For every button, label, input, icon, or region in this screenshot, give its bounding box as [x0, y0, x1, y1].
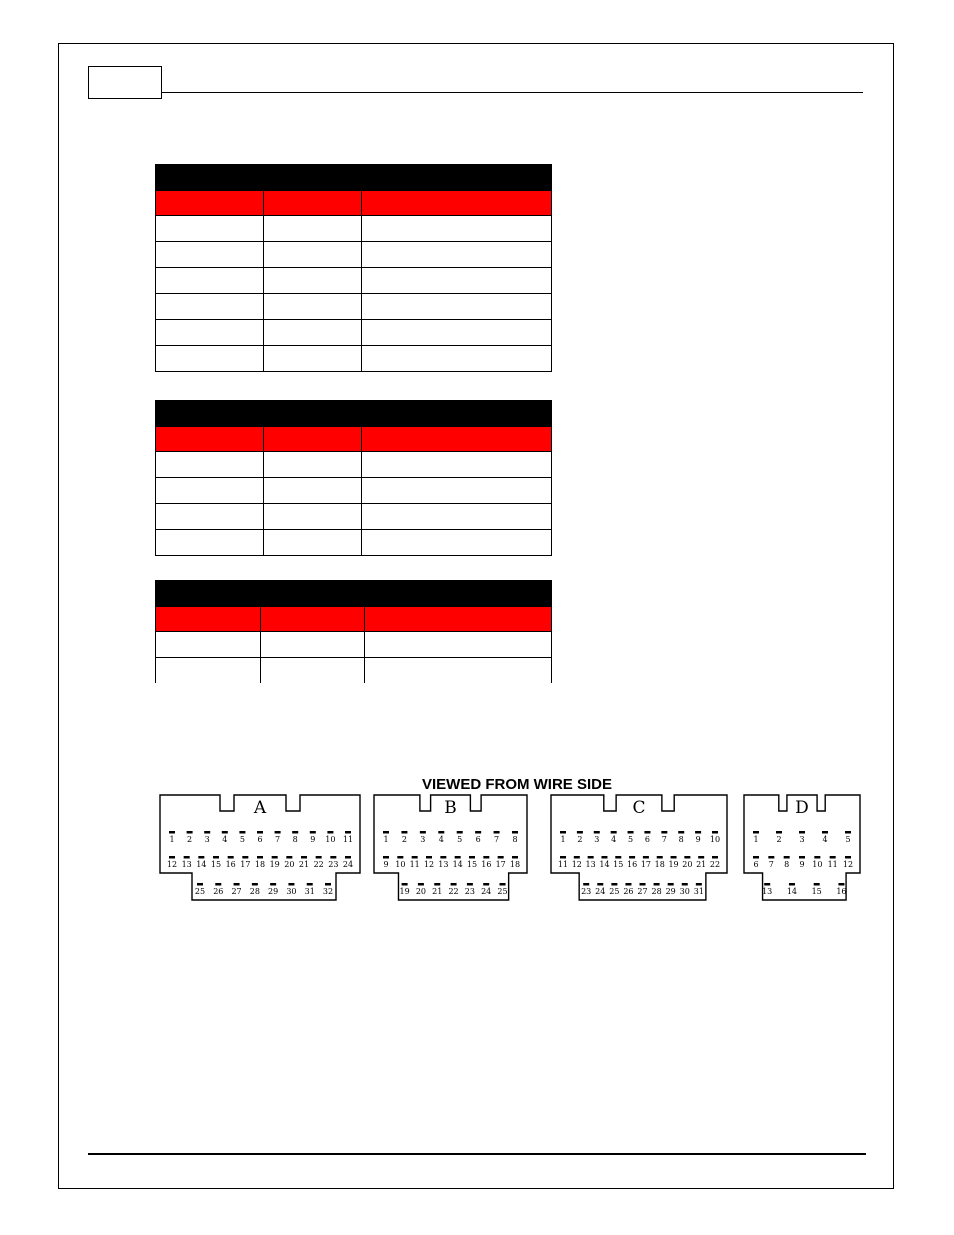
pin-number: 23	[464, 887, 475, 896]
pinout-table-3	[155, 580, 552, 683]
table-header-row	[156, 607, 552, 632]
pin-number: 21	[432, 887, 443, 896]
pin-number: 25	[609, 887, 620, 896]
pin-terminal	[661, 831, 667, 834]
header-rule	[162, 92, 863, 93]
pin-number: 7	[661, 835, 667, 844]
table-row	[156, 478, 552, 504]
pin-number: 9	[310, 835, 316, 844]
pin-number: 24	[595, 887, 606, 896]
pin-number: 19	[668, 860, 679, 869]
pin-terminal	[438, 831, 444, 834]
pin-number: 8	[512, 835, 518, 844]
pin-number: 11	[342, 835, 354, 844]
pin-terminal	[272, 856, 278, 859]
pin-terminal	[169, 831, 175, 834]
pin-terminal	[327, 831, 333, 834]
connector-b	[374, 795, 527, 900]
pin-number: 1	[169, 835, 175, 844]
pin-terminal	[611, 883, 617, 886]
pin-number: 15	[210, 860, 222, 869]
pin-number: 2	[187, 835, 193, 844]
pin-number: 17	[640, 860, 652, 869]
pin-number: 6	[644, 835, 650, 844]
pin-terminal	[234, 883, 240, 886]
pin-terminal	[307, 883, 313, 886]
pin-number: 17	[495, 860, 506, 869]
pin-number: 23	[581, 887, 592, 896]
pin-number: 27	[637, 887, 648, 896]
pin-terminal	[611, 831, 617, 834]
pin-number: 20	[682, 860, 693, 869]
pin-number: 3	[799, 835, 805, 844]
pin-number: 4	[611, 835, 617, 844]
pin-terminal	[257, 856, 263, 859]
pin-terminal	[383, 856, 389, 859]
pin-number: 29	[665, 887, 676, 896]
pin-terminal	[684, 856, 690, 859]
pin-terminal	[814, 856, 820, 859]
pin-number: 28	[651, 887, 662, 896]
table-row	[156, 320, 552, 346]
pin-terminal	[469, 856, 475, 859]
pin-number: 22	[313, 860, 324, 869]
pin-terminal	[483, 856, 489, 859]
pin-terminal	[252, 883, 258, 886]
pin-terminal	[197, 883, 203, 886]
pin-terminal	[560, 856, 566, 859]
pin-terminal	[270, 883, 276, 886]
pin-number: 9	[695, 835, 701, 844]
pin-number: 32	[322, 887, 334, 896]
table-title-bar	[156, 165, 552, 191]
connector-diagram	[155, 770, 867, 906]
pin-terminal	[629, 856, 635, 859]
pin-terminal	[574, 856, 580, 859]
table-title-bar	[156, 581, 552, 607]
pin-terminal	[698, 856, 704, 859]
pin-number: 25	[194, 887, 206, 896]
pin-number: 6	[257, 835, 263, 844]
pin-number: 19	[399, 887, 410, 896]
pin-terminal	[483, 883, 489, 886]
pin-terminal	[204, 831, 210, 834]
pin-number: 21	[696, 860, 707, 869]
pin-number: 3	[594, 835, 600, 844]
pin-number: 28	[249, 887, 260, 896]
pin-number: 25	[497, 887, 508, 896]
pin-terminal	[213, 856, 219, 859]
pin-terminal	[764, 883, 770, 886]
pin-number: 2	[577, 835, 583, 844]
pin-number: 12	[166, 860, 178, 869]
pin-terminal	[512, 856, 518, 859]
connector-letter: C	[632, 798, 646, 818]
pin-number: 22	[448, 887, 459, 896]
pin-terminal	[657, 856, 663, 859]
pin-number: 31	[693, 887, 704, 896]
table-title-bar	[156, 401, 552, 427]
pin-number: 24	[342, 860, 354, 869]
pin-terminal	[784, 856, 790, 859]
pin-number: 5	[239, 835, 245, 844]
pin-terminal	[838, 883, 844, 886]
pin-number: 12	[423, 860, 435, 869]
pin-terminal	[498, 856, 504, 859]
connector-letter: A	[253, 798, 267, 818]
connector-letter: B	[444, 798, 457, 818]
pin-terminal	[467, 883, 473, 886]
connector-letter: D	[795, 798, 809, 818]
pin-terminal	[426, 856, 432, 859]
pin-terminal	[286, 856, 292, 859]
pin-number: 1	[753, 835, 759, 844]
pin-terminal	[457, 831, 463, 834]
pin-terminal	[383, 831, 389, 834]
pin-terminal	[753, 856, 759, 859]
pin-terminal	[830, 856, 836, 859]
pin-terminal	[682, 883, 688, 886]
table-row	[156, 632, 552, 658]
pin-number: 5	[628, 835, 634, 844]
pin-number: 14	[196, 860, 207, 869]
pin-terminal	[594, 831, 600, 834]
pin-terminal	[654, 883, 660, 886]
pin-number: 16	[225, 860, 236, 869]
pin-number: 11	[557, 860, 569, 869]
pin-terminal	[412, 856, 418, 859]
pin-terminal	[799, 831, 805, 834]
pin-number: 10	[325, 835, 336, 844]
pin-number: 30	[286, 887, 297, 896]
pin-number: 4	[222, 835, 228, 844]
pin-number: 29	[268, 887, 279, 896]
pin-number: 4	[438, 835, 444, 844]
pin-number: 13	[181, 860, 192, 869]
pin-number: 21	[298, 860, 310, 869]
pin-number: 2	[776, 835, 782, 844]
pin-terminal	[451, 883, 457, 886]
pin-number: 14	[786, 887, 798, 896]
pin-terminal	[845, 856, 851, 859]
pin-number: 18	[509, 860, 521, 869]
pin-number: 12	[571, 860, 582, 869]
pin-terminal	[187, 831, 193, 834]
pin-number: 20	[284, 860, 295, 869]
pin-number: 15	[613, 860, 624, 869]
pin-number: 8	[292, 835, 298, 844]
pin-number: 18	[654, 860, 665, 869]
table-row	[156, 346, 552, 372]
pin-number: 9	[383, 860, 389, 869]
pin-terminal	[242, 856, 248, 859]
pin-terminal	[668, 883, 674, 886]
pin-terminal	[695, 831, 701, 834]
pin-terminal	[640, 883, 646, 886]
pin-number: 10	[709, 835, 721, 844]
pin-number: 5	[457, 835, 463, 844]
pin-number: 27	[231, 887, 242, 896]
pin-terminal	[257, 831, 263, 834]
pin-number: 13	[585, 860, 596, 869]
pin-terminal	[345, 856, 351, 859]
pin-terminal	[401, 831, 407, 834]
pin-number: 10	[812, 860, 823, 869]
pin-number: 7	[494, 835, 500, 844]
pin-terminal	[222, 831, 228, 834]
pin-number: 30	[679, 887, 690, 896]
footer-rule	[88, 1153, 866, 1155]
pin-terminal	[500, 883, 506, 886]
pin-terminal	[316, 856, 322, 859]
pin-terminal	[588, 856, 594, 859]
pin-terminal	[418, 883, 424, 886]
pin-number: 18	[254, 860, 266, 869]
pin-number: 23	[328, 860, 339, 869]
table-row	[156, 452, 552, 478]
pin-number: 19	[269, 860, 280, 869]
pin-number: 14	[599, 860, 610, 869]
pin-number: 7	[275, 835, 281, 844]
table-row	[156, 504, 552, 530]
table-header-row	[156, 191, 552, 216]
pin-number: 7	[768, 860, 774, 869]
pin-terminal	[583, 883, 589, 886]
pin-number: 1	[560, 835, 566, 844]
pin-terminal	[696, 883, 702, 886]
table-row	[156, 216, 552, 242]
pin-terminal	[712, 856, 718, 859]
table-row	[156, 242, 552, 268]
page-number-box	[88, 66, 162, 99]
pin-number: 15	[811, 887, 822, 896]
connector-c	[551, 795, 727, 900]
pin-terminal	[512, 831, 518, 834]
pin-terminal	[712, 831, 718, 834]
pin-terminal	[288, 883, 294, 886]
table-header-row	[156, 427, 552, 452]
pin-number: 24	[481, 887, 492, 896]
pin-terminal	[768, 856, 774, 859]
pin-terminal	[198, 856, 204, 859]
pin-number: 4	[822, 835, 828, 844]
pin-terminal	[597, 883, 603, 886]
pin-terminal	[345, 831, 351, 834]
pin-number: 16	[481, 860, 492, 869]
pin-terminal	[239, 831, 245, 834]
pin-number: 8	[784, 860, 790, 869]
pin-terminal	[799, 856, 805, 859]
pin-terminal	[169, 856, 175, 859]
pin-number: 5	[845, 835, 851, 844]
pin-number: 3	[204, 835, 210, 844]
pin-terminal	[397, 856, 403, 859]
pin-number: 14	[452, 860, 463, 869]
pin-number: 3	[420, 835, 426, 844]
pin-number: 16	[626, 860, 638, 869]
table-row	[156, 268, 552, 294]
pin-number: 13	[762, 887, 773, 896]
pin-terminal	[440, 856, 446, 859]
pin-terminal	[753, 831, 759, 834]
pin-terminal	[420, 831, 426, 834]
connector-d	[744, 795, 860, 900]
pin-number: 1	[383, 835, 389, 844]
pin-terminal	[301, 856, 307, 859]
pin-number: 16	[836, 887, 847, 896]
pin-terminal	[789, 883, 795, 886]
table-row	[156, 530, 552, 556]
pin-number: 12	[842, 860, 854, 869]
pin-terminal	[644, 831, 650, 834]
pin-terminal	[325, 883, 331, 886]
pin-number: 26	[623, 887, 634, 896]
table-row	[156, 294, 552, 320]
pin-terminal	[643, 856, 649, 859]
pin-terminal	[292, 831, 298, 834]
pin-number: 22	[709, 860, 721, 869]
pin-terminal	[577, 831, 583, 834]
pin-terminal	[330, 856, 336, 859]
pin-terminal	[822, 831, 828, 834]
pin-terminal	[402, 883, 408, 886]
pin-terminal	[494, 831, 500, 834]
pinout-table-2	[155, 400, 552, 556]
pin-number: 20	[415, 887, 427, 896]
pin-terminal	[776, 831, 782, 834]
pin-terminal	[560, 831, 566, 834]
pin-terminal	[814, 883, 820, 886]
connector-a	[160, 795, 360, 900]
diagram-caption: VIEWED FROM WIRE SIDE	[421, 776, 613, 793]
pin-number: 13	[438, 860, 449, 869]
pin-terminal	[625, 883, 631, 886]
pin-terminal	[310, 831, 316, 834]
table-row	[156, 658, 552, 684]
pin-terminal	[215, 883, 221, 886]
pin-terminal	[671, 856, 677, 859]
pin-number: 31	[304, 887, 315, 896]
pin-terminal	[184, 856, 190, 859]
pin-terminal	[678, 831, 684, 834]
pin-terminal	[475, 831, 481, 834]
pin-number: 11	[827, 860, 838, 869]
pin-number: 8	[678, 835, 684, 844]
pin-number: 10	[395, 860, 406, 869]
pin-number: 6	[475, 835, 481, 844]
pin-terminal	[434, 883, 440, 886]
pin-number: 15	[466, 860, 478, 869]
pin-terminal	[845, 831, 851, 834]
pin-terminal	[228, 856, 234, 859]
pin-number: 17	[240, 860, 251, 869]
pin-terminal	[628, 831, 634, 834]
pin-number: 6	[753, 860, 759, 869]
pin-number: 9	[799, 860, 805, 869]
pin-number: 11	[409, 860, 420, 869]
pin-terminal	[275, 831, 281, 834]
pin-terminal	[615, 856, 621, 859]
pinout-table-1	[155, 164, 552, 372]
pin-terminal	[601, 856, 607, 859]
pin-terminal	[455, 856, 461, 859]
pin-number: 2	[401, 835, 407, 844]
pin-number: 26	[213, 887, 224, 896]
